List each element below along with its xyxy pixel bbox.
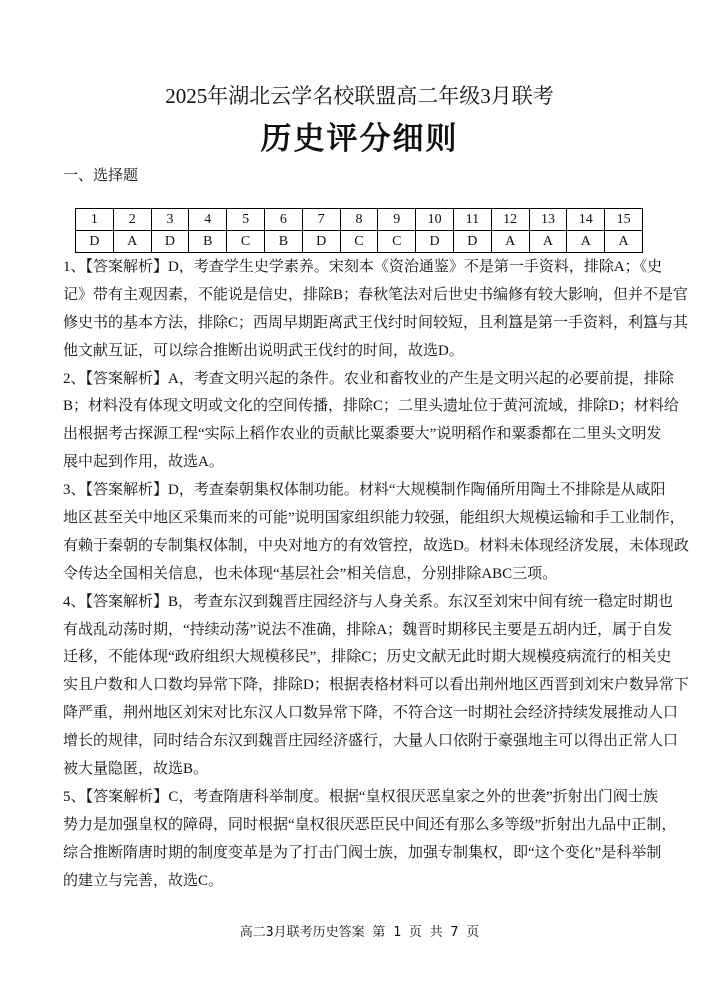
explanation-paragraph — [63, 589, 689, 784]
page-title: 历史评分细则 — [260, 121, 459, 156]
text-line: 地区甚至关中地区采集而来的可能”说明国家组织能力较强，能组织大规模运输和手工业制作， — [63, 510, 685, 527]
answer-cell: D — [76, 231, 114, 253]
text-line: 增长的规律，同时结合东汉到魏晋庄园经济盛行，大量人口依附于豪强地主可以得出正常人口 — [63, 733, 679, 750]
question-number-row — [76, 209, 643, 231]
section-heading: 一、选择题 — [63, 168, 139, 184]
explanation-paragraph — [63, 366, 679, 478]
text-line: 修史书的基本方法，排除C；西周早期距离武王伐纣时间较短，且利簋是第一手资料，利簋与其 — [63, 314, 689, 331]
text-line: 4、【答案解析】B，考查东汉到魏晋庄园经济与人身关系。东汉至刘宋中间有统一稳定时期也 — [63, 593, 674, 610]
answer-cell: A — [113, 231, 151, 253]
answer-cell: A — [529, 231, 567, 253]
exam-subtitle: 2025年湖北云学名校联盟高二年级3月联考 — [165, 84, 554, 108]
question-number-cell: 11 — [453, 209, 491, 231]
explanations — [63, 254, 689, 895]
text-line: 迁移，不能体现“政府组织大规模移民”，排除C；历史文献无此时期大规模疫病流行的相关史 — [63, 649, 672, 666]
text-line: 记》带有主观因素，不能说是信史，排除B；春秋笔法对后世史书编修有较大影响，但并不是官 — [63, 286, 689, 303]
question-number-cell: 3 — [151, 209, 189, 231]
text-line: 5、【答案解析】C，考查隋唐科举制度。根据“皇权很厌恶皇家之外的世袭”折射出门阀士族 — [63, 788, 658, 805]
text-line: 3、【答案解析】D，考查秦朝集权体制功能。材料“大规模制作陶俑所用陶土不排除是从咸阳 — [63, 482, 666, 499]
text-line: 1、【答案解析】D，考查学生史学素养。宋刻本《资治通鉴》不是第一手资料，排除A；《史 — [63, 259, 663, 275]
question-number-cell: 8 — [340, 209, 378, 231]
question-number-cell: 13 — [529, 209, 567, 231]
answer-table — [75, 208, 643, 253]
answer-cell: B — [189, 231, 227, 253]
question-number-cell: 6 — [264, 209, 302, 231]
explanation-paragraph — [63, 254, 689, 366]
text-line: 的建立与完善，故选C。 — [63, 872, 224, 889]
answer-cell: D — [151, 231, 189, 253]
text-line: 出根据考古探源工程“实际上稻作农业的贡献比粟黍要大”说明稻作和粟黍都在二里头文明发 — [63, 426, 662, 443]
answer-cell: D — [453, 231, 491, 253]
answer-cell: A — [605, 231, 643, 253]
text-line: 他文献互证，可以综合推断出说明武王伐纣的时间，故选D。 — [63, 342, 464, 359]
answer-cell: C — [378, 231, 416, 253]
answer-cell: A — [491, 231, 529, 253]
question-number-cell: 1 — [76, 209, 114, 231]
text-line: 展中起到作用，故选A。 — [63, 454, 224, 471]
question-number-cell: 2 — [113, 209, 151, 231]
explanation-paragraph — [63, 477, 689, 589]
text-line: 2、【答案解析】A，考查文明兴起的条件。农业和畜牧业的产生是文明兴起的必要前提，排除 — [63, 370, 674, 387]
question-number-cell: 7 — [302, 209, 340, 231]
answer-cell: C — [340, 231, 378, 253]
text-line: 实且户数和人口数均异常下降，排除D；根据表格材料可以看出荆州地区西晋到刘宋户数异常下 — [63, 677, 689, 694]
text-line: 被大量隐匿，故选B。 — [63, 761, 209, 778]
answer-cell: C — [227, 231, 265, 253]
question-number-cell: 14 — [567, 209, 605, 231]
question-number-cell: 10 — [416, 209, 454, 231]
question-number-cell: 5 — [227, 209, 265, 231]
question-number-cell: 9 — [378, 209, 416, 231]
text-line: 有战乱动荡时期，“持续动荡”说法不准确，排除A；魏晋时期移民主要是五胡内迁，属于自发 — [63, 621, 673, 638]
answer-row — [76, 231, 643, 253]
question-number-cell: 15 — [605, 209, 643, 231]
text-line: 有赖于秦朝的专制集权体制，中央对地方的有效管控，故选D。材料未体现经济发展，未体现政 — [63, 537, 689, 554]
text-line: B；材料没有体现文明或文化的空间传播，排除C；二里头遗址位于黄河流域，排除D；材料给 — [63, 398, 679, 415]
text-line: 令传达全国相关信息，也未体现“基层社会”相关信息，分别排除ABC三项。 — [63, 565, 558, 582]
question-number-cell: 12 — [491, 209, 529, 231]
text-line: 势力是加强皇权的障碍，同时根据“皇权很厌恶臣民中间还有那么多等级”折射出九品中正制， — [63, 816, 677, 833]
answer-cell: B — [264, 231, 302, 253]
page-footer: 高二3月联考历史答案 第 1 页 共 7 页 — [239, 925, 480, 940]
text-line: 降严重，荆州地区刘宋对比东汉人口数异常下降，不符合这一时期社会经济持续发展推动人口 — [63, 705, 679, 722]
answer-cell: D — [302, 231, 340, 253]
question-number-cell: 4 — [189, 209, 227, 231]
answer-cell: A — [567, 231, 605, 253]
explanation-paragraph — [63, 784, 677, 896]
text-line: 综合推断隋唐时期的制度变革是为了打击门阀士族，加强专制集权，即“这个变化”是科举制 — [63, 844, 662, 861]
answer-cell: D — [416, 231, 454, 253]
